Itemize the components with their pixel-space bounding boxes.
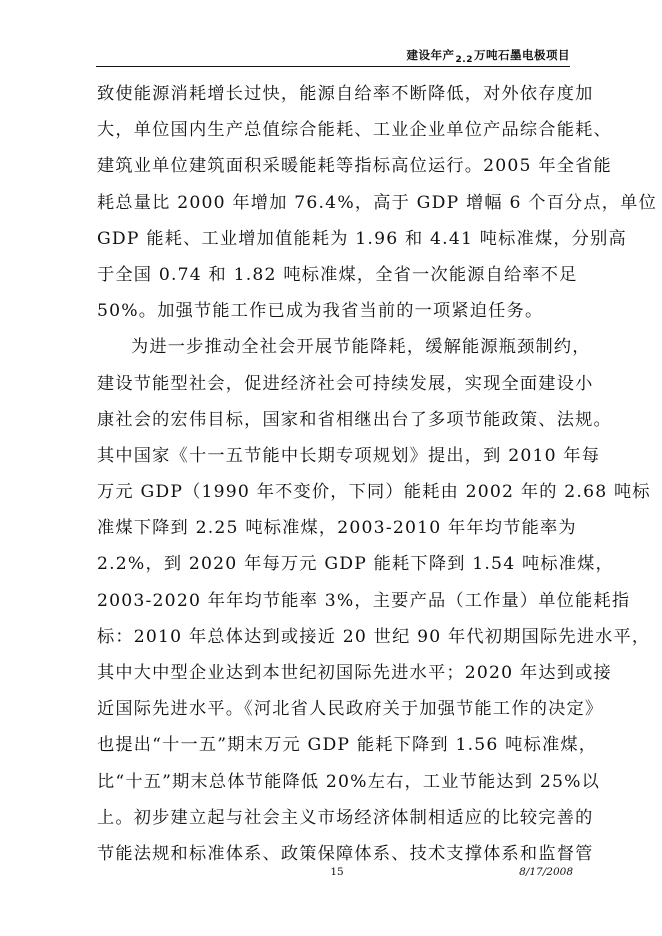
page-header bbox=[96, 43, 570, 67]
header-title-prefix: 建设年产 bbox=[406, 48, 455, 62]
text-line: 节能法规和标准体系、政策保障体系、技术支撑体系和监督管 bbox=[97, 843, 594, 864]
text-line: 比“十五”期末总体节能降低 20%左右，工业节能达到 25%以 bbox=[97, 771, 601, 792]
text-line: 万元 GDP（1990 年不变价，下同）能耗由 2002 年的 2.68 吨标 bbox=[97, 482, 651, 503]
text-line: 50%。加强节能工作已成为我省当前的一项紧迫任务。 bbox=[97, 301, 544, 322]
text-line: 2.2%，到 2020 年每万元 GDP 能耗下降到 1.54 吨标准煤， bbox=[97, 554, 614, 575]
text-line: 也提出“十一五”期末万元 GDP 能耗下降到 1.56 吨标准煤， bbox=[97, 735, 598, 756]
header-rule bbox=[96, 66, 570, 67]
header-title-number: 2.2 bbox=[455, 55, 473, 65]
text-line: 2003-2020 年年均节能率 3%，主要产品（工作量）单位能耗指 bbox=[97, 590, 631, 611]
text-line: 其中大中型企业达到本世纪初国际先进水平；2020 年达到或接 bbox=[97, 663, 612, 683]
text-line: 建筑业单位建筑面积采暖能耗等指标高位运行。2005 年全省能 bbox=[97, 156, 612, 177]
text-line: 建设节能型社会，促进经济社会可持续发展，实现全面建设小 bbox=[97, 373, 594, 394]
text-line: 上。初步建立起与社会主义市场经济体制相适应的比较完善的 bbox=[97, 807, 594, 828]
text-line: 标：2010 年总体达到或接近 20 世纪 90 年代初期国际先进水平， bbox=[97, 626, 651, 647]
text-line: 康社会的宏伟目标，国家和省相继出台了多项节能政策、法规。 bbox=[97, 409, 612, 430]
header-title-suffix: 万吨石墨电极项目 bbox=[474, 48, 570, 62]
page-number: 15 bbox=[330, 866, 344, 878]
text-line: 耗总量比 2000 年增加 76.4%，高于 GDP 增幅 6 个百分点，单位 bbox=[97, 192, 657, 213]
text-line: 致使能源消耗增长过快，能源自给率不断降低，对外依存度加 bbox=[97, 84, 594, 104]
text-line: 于全国 0.74 和 1.82 吨标准煤，全省一次能源自给率不足 bbox=[97, 264, 578, 285]
footer-date: 8/17/2008 bbox=[519, 866, 573, 878]
header-title bbox=[407, 47, 570, 63]
text-line: 大，单位国内生产总值综合能耗、工业企业单位产品综合能耗、 bbox=[97, 120, 612, 141]
text-line: 其中国家《十一五节能中长期专项规划》提出，到 2010 年每 bbox=[97, 445, 601, 466]
text-line: GDP 能耗、工业增加值能耗为 1.96 和 4.41 吨标准煤，分别高 bbox=[97, 228, 627, 249]
text-line: 准煤下降到 2.25 吨标准煤，2003-2010 年年均节能率为 bbox=[97, 518, 577, 539]
text-line: 近国际先进水平。《河北省人民政府关于加强节能工作的决定》 bbox=[97, 699, 604, 720]
body-text bbox=[97, 76, 657, 872]
text-line: 为进一步推动全社会开展节能降耗，缓解能源瓶颈制约， bbox=[131, 337, 591, 358]
